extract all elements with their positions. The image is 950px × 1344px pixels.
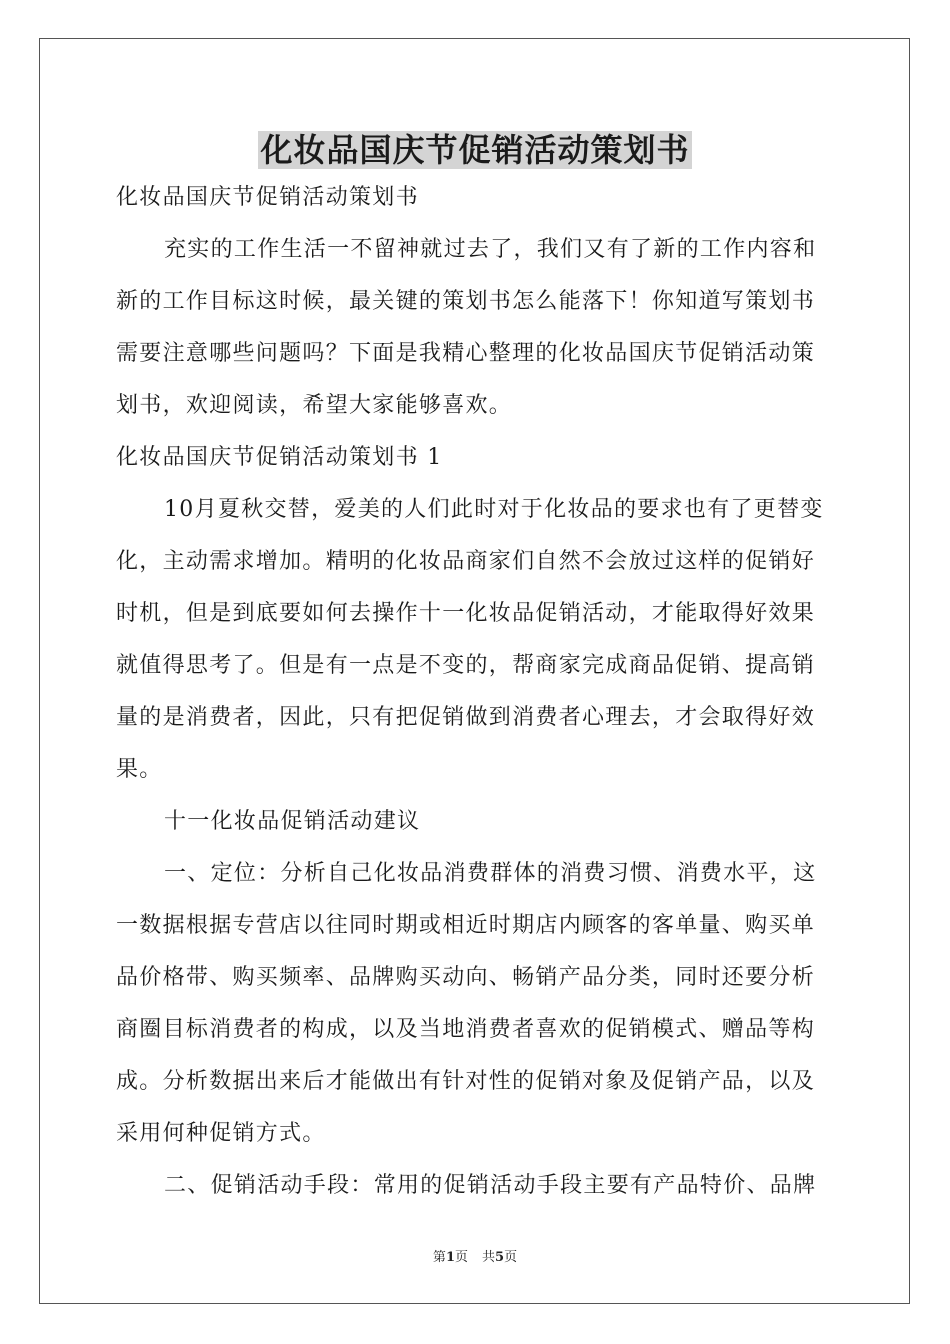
- document-title: [0, 124, 950, 176]
- body-paragraph-promotion-means: 二、促销活动手段：常用的促销活动手段主要有产品特价、品牌: [164, 1173, 817, 1198]
- document-title-text: 化妆品国庆节促销活动策划书: [260, 131, 690, 169]
- body-paragraph-positioning: 一、定位：分析自己化妆品消费群体的消费习惯、消费水平，这一数据根据专营店以往同时期或相近时期店内顾客的客单量、购买单品价格带、购买频率、品牌购买动向、畅销产品分类，同时还要分析商圈目标消费者的构成，以及当地消费者喜欢的促销模式、赠品等构成。分析数据出来后才能做出有针对性的促销对象及促销产品，以及采用何种促销方式。: [116, 861, 817, 1146]
- subtitle-paragraph: 化妆品国庆节促销活动策划书: [116, 185, 419, 210]
- page-footer: [0, 1248, 950, 1268]
- intro-paragraph: 充实的工作生活一不留神就过去了，我们又有了新的工作内容和新的工作目标这时候，最关键的策划书怎么能落下！你知道写策划书需要注意哪些问题吗？下面是我精心整理的化妆品国庆节促销活动策划书，欢迎阅读，希望大家能够喜欢。: [116, 237, 817, 418]
- document-body: [116, 172, 834, 1212]
- total-prefix: 共: [482, 1250, 496, 1265]
- total-suffix: 页: [504, 1250, 518, 1265]
- body-paragraph-october: 10月夏秋交替，爱美的人们此时对于化妆品的要求也有了更替变化，主动需求增加。精明的化妆品商家们自然不会放过这样的促销好时机，但是到底要如何去操作十一化妆品促销活动，才能取得好效果就值得思考了。但是有一点是不变的，帮商家完成商品促销、提高销量的是消费者，因此，只有把促销做到消费者心理去，才会取得好效果。: [116, 497, 824, 782]
- section-heading-1: 化妆品国庆节促销活动策划书 1: [116, 445, 443, 470]
- page-number: 1: [445, 1250, 455, 1265]
- total-pages: 5: [495, 1250, 505, 1265]
- suggestions-heading: 十一化妆品促销活动建议: [164, 809, 421, 834]
- page-suffix: 页: [454, 1250, 468, 1265]
- page-prefix: 第: [432, 1250, 446, 1265]
